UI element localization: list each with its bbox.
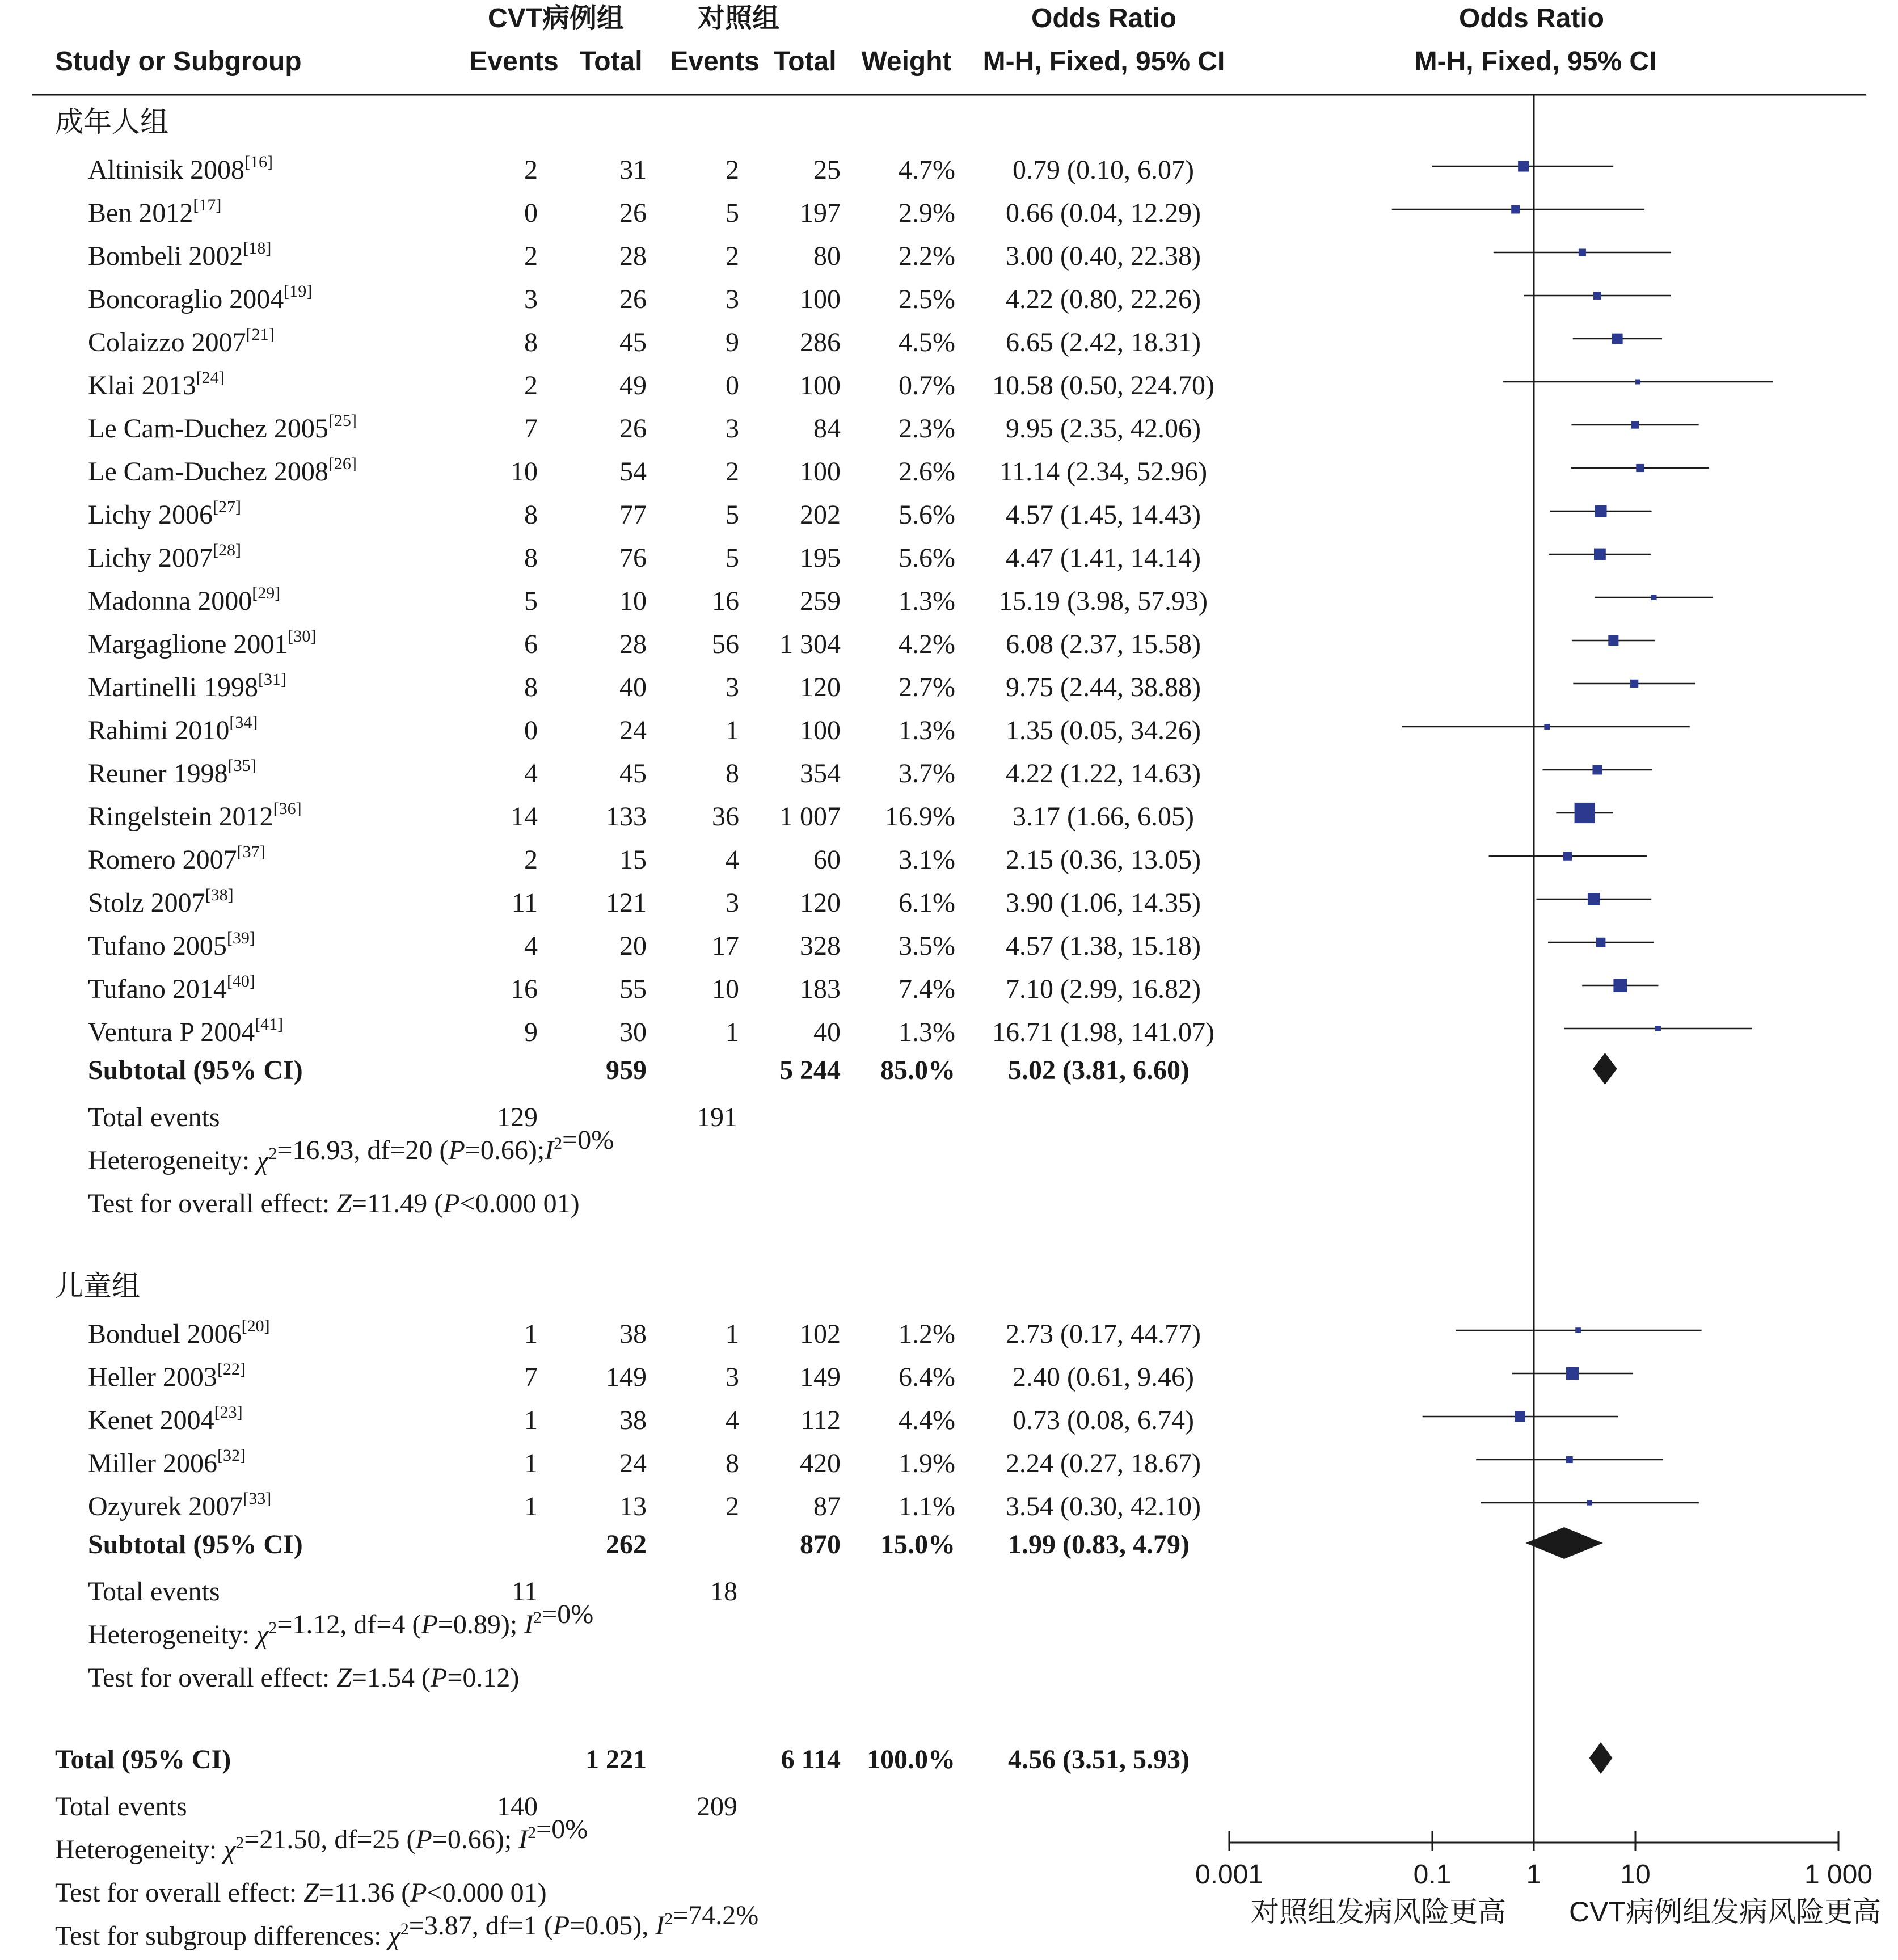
group-1-title: 成年人组 xyxy=(55,106,168,138)
study-name-g1-7: Le Cam-Duchez 2005[25] xyxy=(88,411,357,444)
study-name-g2-5: Ozyurek 2007[33] xyxy=(88,1489,272,1521)
control-events-g1-19: 17 xyxy=(712,931,739,961)
effect-marker-g1-2 xyxy=(1511,205,1520,214)
case-total-g1-3: 28 xyxy=(619,241,647,271)
subtotal-g2-case-total: 262 xyxy=(606,1529,647,1559)
group-2-title: 儿童组 xyxy=(55,1270,140,1302)
subtotal-g2-label: Subtotal (95% CI) xyxy=(88,1529,303,1559)
control-events-g2-2: 3 xyxy=(726,1362,739,1392)
case-events-g1-7: 7 xyxy=(524,414,538,444)
weight-g1-9: 5.6% xyxy=(899,500,955,530)
case-total-g1-6: 49 xyxy=(619,370,647,401)
weight-g1-2: 2.9% xyxy=(899,198,955,228)
weight-g1-1: 4.7% xyxy=(899,155,955,185)
effect-marker-g1-8 xyxy=(1636,464,1644,472)
study-name-g1-11: Madonna 2000[29] xyxy=(88,584,281,616)
study-name-g2-4: Miller 2006[32] xyxy=(88,1446,246,1478)
x-tick-label-2: 1 xyxy=(1526,1860,1542,1890)
study-name-g2-2: Heller 2003[22] xyxy=(88,1360,246,1392)
header-case-group: CVT病例组 xyxy=(487,3,625,33)
header-plot-or-title: Odds Ratio xyxy=(1458,3,1605,33)
or-ci-g1-13: 9.75 (2.44, 38.88) xyxy=(1006,672,1201,702)
weight-g1-3: 2.2% xyxy=(899,241,955,271)
effect-marker-g1-7 xyxy=(1631,421,1639,428)
case-events-g1-6: 2 xyxy=(524,370,538,401)
effect-marker-g1-15 xyxy=(1592,765,1602,775)
study-name-g1-6: Klai 2013[24] xyxy=(88,368,225,401)
case-total-g1-4: 26 xyxy=(619,284,647,314)
case-total-g1-15: 45 xyxy=(619,758,647,789)
case-total-g1-18: 121 xyxy=(606,888,647,918)
or-ci-g1-21: 16.71 (1.98, 141.07) xyxy=(992,1017,1214,1047)
weight-g1-10: 5.6% xyxy=(899,543,955,573)
or-ci-g1-10: 4.47 (1.41, 14.14) xyxy=(1006,543,1201,573)
or-ci-g2-2: 2.40 (0.61, 9.46) xyxy=(1013,1362,1194,1392)
overall-effect-g1: Test for overall effect: Z=11.49 (P<0.000 01) xyxy=(88,1188,580,1219)
study-name-g1-20: Tufano 2014[40] xyxy=(88,972,255,1004)
control-events-g1-4: 3 xyxy=(726,284,739,314)
subgroup-differences: Test for subgroup differences: $\chi^2=3.87$, df=1 (P=0.05), $I^2=74.2\%$ xyxy=(55,1900,759,1951)
control-total-g1-19: 328 xyxy=(800,931,841,961)
case-events-g1-2: 0 xyxy=(524,198,538,228)
weight-g1-12: 4.2% xyxy=(899,629,955,659)
effect-marker-g1-4 xyxy=(1593,292,1601,300)
control-events-g1-1: 2 xyxy=(726,155,739,185)
case-total-g1-16: 133 xyxy=(606,802,647,832)
case-events-g1-10: 8 xyxy=(524,543,538,573)
header-case-total: Total xyxy=(579,47,643,77)
control-total-g1-17: 60 xyxy=(813,845,841,875)
total-weight: 100.0% xyxy=(867,1744,955,1774)
case-total-g2-4: 24 xyxy=(619,1448,647,1478)
or-ci-g1-20: 7.10 (2.99, 16.82) xyxy=(1006,974,1201,1004)
control-total-g1-18: 120 xyxy=(800,888,841,918)
control-events-g1-15: 8 xyxy=(726,758,739,789)
effect-marker-g1-21 xyxy=(1655,1026,1661,1031)
case-total-g1-7: 26 xyxy=(619,414,647,444)
control-events-g1-6: 0 xyxy=(726,370,739,401)
header-plot-or-method: M-H, Fixed, 95% CI xyxy=(1414,47,1657,77)
study-name-g1-1: Altinisik 2008[16] xyxy=(88,153,273,185)
study-name-g1-5: Colaizzo 2007[21] xyxy=(88,325,275,357)
control-events-g1-8: 2 xyxy=(726,457,739,487)
subtotal-g2-control-total: 870 xyxy=(800,1529,841,1559)
control-events-g2-4: 8 xyxy=(726,1448,739,1478)
header-case-events: Events xyxy=(469,47,559,77)
effect-marker-g1-6 xyxy=(1635,380,1640,385)
total-events-control: 209 xyxy=(697,1792,737,1822)
x-tick-label-4: 1 000 xyxy=(1804,1860,1873,1890)
effect-marker-g1-1 xyxy=(1518,161,1529,171)
case-total-g2-5: 13 xyxy=(619,1491,647,1521)
study-name-g1-19: Tufano 2005[39] xyxy=(88,929,255,961)
effect-marker-g2-1 xyxy=(1575,1327,1581,1333)
favours-left-label: 对照组发病风险更高 xyxy=(1251,1896,1506,1928)
case-total-g1-10: 76 xyxy=(619,543,647,573)
header-control-group: 对照组 xyxy=(697,3,780,33)
total-events-label: Total events xyxy=(55,1792,187,1822)
case-total-g1-2: 26 xyxy=(619,198,647,228)
case-events-g2-3: 1 xyxy=(524,1405,538,1435)
header-study: Study or Subgroup xyxy=(55,47,302,77)
control-total-g1-13: 120 xyxy=(800,672,841,702)
or-ci-g2-3: 0.73 (0.08, 6.74) xyxy=(1013,1405,1194,1435)
weight-g1-5: 4.5% xyxy=(899,327,955,357)
subtotal-g1-or-ci: 5.02 (3.81, 6.60) xyxy=(1008,1055,1190,1085)
subtotal-g1-diamond xyxy=(1593,1053,1617,1085)
weight-g1-18: 6.1% xyxy=(899,888,955,918)
case-events-g2-1: 1 xyxy=(524,1319,538,1349)
heterogeneity-g2: Heterogeneity: $\chi^2=1.12$, df=4 (P=0.89); $I^2=0\%$ xyxy=(88,1599,594,1650)
case-events-g1-15: 4 xyxy=(524,758,538,789)
case-total-g1-11: 10 xyxy=(619,586,647,616)
weight-g1-13: 2.7% xyxy=(899,672,955,702)
total-or-ci: 4.56 (3.51, 5.93) xyxy=(1008,1744,1190,1774)
case-events-g1-20: 16 xyxy=(511,974,538,1004)
effect-marker-g1-18 xyxy=(1588,893,1600,905)
case-events-g1-3: 2 xyxy=(524,241,538,271)
case-events-g1-12: 6 xyxy=(524,629,538,659)
study-name-g1-3: Bombeli 2002[18] xyxy=(88,239,272,271)
effect-marker-g1-3 xyxy=(1579,248,1586,256)
case-events-g1-1: 2 xyxy=(524,155,538,185)
control-total-g2-1: 102 xyxy=(800,1319,841,1349)
control-total-g2-5: 87 xyxy=(813,1491,841,1521)
or-ci-g1-16: 3.17 (1.66, 6.05) xyxy=(1013,802,1194,832)
total-control-total: 6 114 xyxy=(781,1744,841,1774)
control-total-g1-7: 84 xyxy=(813,414,841,444)
or-ci-g2-5: 3.54 (0.30, 42.10) xyxy=(1006,1491,1201,1521)
control-total-g1-6: 100 xyxy=(800,370,841,401)
study-name-g1-21: Ventura P 2004[41] xyxy=(88,1015,284,1047)
header-or-title: Odds Ratio xyxy=(1031,3,1177,33)
study-name-g1-13: Martinelli 1998[31] xyxy=(88,670,286,702)
total-case-total: 1 221 xyxy=(585,1744,647,1774)
effect-marker-g1-17 xyxy=(1563,852,1572,860)
case-total-g2-3: 38 xyxy=(619,1405,647,1435)
or-ci-g1-17: 2.15 (0.36, 13.05) xyxy=(1006,845,1201,875)
control-events-g1-18: 3 xyxy=(726,888,739,918)
or-ci-g1-1: 0.79 (0.10, 6.07) xyxy=(1013,155,1194,185)
control-total-g2-3: 112 xyxy=(800,1405,841,1435)
control-events-g1-12: 56 xyxy=(712,629,739,659)
control-events-g1-20: 10 xyxy=(712,974,739,1004)
control-events-g2-1: 1 xyxy=(726,1319,739,1349)
case-total-g1-5: 45 xyxy=(619,327,647,357)
effect-marker-g1-14 xyxy=(1544,724,1550,730)
effect-marker-g2-5 xyxy=(1587,1500,1592,1505)
control-total-g1-20: 183 xyxy=(800,974,841,1004)
or-ci-g2-1: 2.73 (0.17, 44.77) xyxy=(1006,1319,1201,1349)
case-total-g1-21: 30 xyxy=(619,1017,647,1047)
control-events-g1-17: 4 xyxy=(726,845,739,875)
case-total-g2-1: 38 xyxy=(619,1319,647,1349)
weight-g1-20: 7.4% xyxy=(899,974,955,1004)
weight-g1-15: 3.7% xyxy=(899,758,955,789)
weight-g2-5: 1.1% xyxy=(899,1491,955,1521)
effect-marker-g1-13 xyxy=(1630,680,1638,688)
weight-g1-16: 16.9% xyxy=(885,802,955,832)
control-events-g1-2: 5 xyxy=(726,198,739,228)
effect-marker-g1-5 xyxy=(1612,334,1623,344)
case-total-g1-14: 24 xyxy=(619,715,647,745)
or-ci-g1-19: 4.57 (1.38, 15.18) xyxy=(1006,931,1201,961)
case-events-g1-17: 2 xyxy=(524,845,538,875)
or-ci-g1-18: 3.90 (1.06, 14.35) xyxy=(1006,888,1201,918)
study-name-g1-16: Ringelstein 2012[36] xyxy=(88,799,302,832)
effect-marker-g1-10 xyxy=(1594,549,1606,560)
effect-marker-g2-3 xyxy=(1515,1411,1525,1422)
case-events-g1-5: 8 xyxy=(524,327,538,357)
weight-g1-11: 1.3% xyxy=(899,586,955,616)
case-events-g1-14: 0 xyxy=(524,715,538,745)
or-ci-g1-8: 11.14 (2.34, 52.96) xyxy=(999,457,1208,487)
header-control-total: Total xyxy=(773,47,837,77)
subtotal-g2-or-ci: 1.99 (0.83, 4.79) xyxy=(1008,1529,1190,1559)
weight-g2-3: 4.4% xyxy=(899,1405,955,1435)
or-ci-g1-11: 15.19 (3.98, 57.93) xyxy=(999,586,1208,616)
study-name-g2-3: Kenet 2004[23] xyxy=(88,1403,243,1435)
study-name-g1-12: Margaglione 2001[30] xyxy=(88,627,317,659)
weight-g1-21: 1.3% xyxy=(899,1017,955,1047)
subtotal-g1-label: Subtotal (95% CI) xyxy=(88,1055,303,1085)
weight-g1-19: 3.5% xyxy=(899,931,955,961)
control-total-g1-21: 40 xyxy=(813,1017,841,1047)
case-total-g2-2: 149 xyxy=(606,1362,647,1392)
case-events-g2-4: 1 xyxy=(524,1448,538,1478)
control-events-g1-11: 16 xyxy=(712,586,739,616)
control-events-g1-13: 3 xyxy=(726,672,739,702)
heterogeneity-g1: Heterogeneity: $\chi^2=16.93$, df=20 $(P=0.66);I^2=0\%$ xyxy=(88,1125,614,1175)
case-total-g1-13: 40 xyxy=(619,672,647,702)
control-total-g1-5: 286 xyxy=(800,327,841,357)
control-events-g1-3: 2 xyxy=(726,241,739,271)
control-total-g1-11: 259 xyxy=(800,586,841,616)
control-events-g1-21: 1 xyxy=(726,1017,739,1047)
study-name-g1-4: Boncoraglio 2004[19] xyxy=(88,282,313,314)
total-label: Total (95% CI) xyxy=(55,1744,231,1774)
study-name-g1-8: Le Cam-Duchez 2008[26] xyxy=(88,454,357,487)
control-total-g1-8: 100 xyxy=(800,457,841,487)
control-events-g1-7: 3 xyxy=(726,414,739,444)
x-tick-label-3: 10 xyxy=(1620,1860,1651,1890)
study-name-g1-15: Reuner 1998[35] xyxy=(88,756,256,789)
control-events-g1-14: 1 xyxy=(726,715,739,745)
effect-marker-g1-12 xyxy=(1608,635,1618,646)
study-name-g2-1: Bonduel 2006[20] xyxy=(88,1317,270,1349)
study-name-g1-2: Ben 2012[17] xyxy=(88,196,222,228)
case-total-g1-20: 55 xyxy=(619,974,647,1004)
control-total-g1-2: 197 xyxy=(800,198,841,228)
control-total-g1-3: 80 xyxy=(813,241,841,271)
or-ci-g1-15: 4.22 (1.22, 14.63) xyxy=(1006,758,1201,789)
study-name-g1-17: Romero 2007[37] xyxy=(88,842,265,875)
x-tick-label-1: 0.1 xyxy=(1413,1860,1452,1890)
control-total-g2-2: 149 xyxy=(800,1362,841,1392)
study-name-g1-18: Stolz 2007[38] xyxy=(88,886,234,918)
effect-marker-g2-2 xyxy=(1566,1367,1579,1380)
control-events-g2-5: 2 xyxy=(726,1491,739,1521)
control-events-g1-5: 9 xyxy=(726,327,739,357)
effect-marker-g1-9 xyxy=(1595,505,1607,517)
case-events-g1-19: 4 xyxy=(524,931,538,961)
overall-effect-g2: Test for overall effect: Z=1.54 (P=0.12) xyxy=(88,1663,520,1693)
effect-marker-g2-4 xyxy=(1566,1456,1573,1463)
weight-g1-6: 0.7% xyxy=(899,370,955,401)
total-events-case: 140 xyxy=(497,1792,538,1822)
or-ci-g1-3: 3.00 (0.40, 22.38) xyxy=(1006,241,1201,271)
control-total-g1-4: 100 xyxy=(800,284,841,314)
control-total-g1-10: 195 xyxy=(800,543,841,573)
case-events-g1-11: 5 xyxy=(524,586,538,616)
control-total-g1-1: 25 xyxy=(813,155,841,185)
case-total-g1-1: 31 xyxy=(619,155,647,185)
weight-g1-7: 2.3% xyxy=(899,414,955,444)
header-weight: Weight xyxy=(861,47,952,77)
control-total-g1-14: 100 xyxy=(800,715,841,745)
total-events-g2-control: 18 xyxy=(710,1577,737,1607)
weight-g1-8: 2.6% xyxy=(899,457,955,487)
effect-marker-g1-19 xyxy=(1596,938,1605,947)
total-events-g1-control: 191 xyxy=(697,1102,737,1132)
case-events-g1-9: 8 xyxy=(524,500,538,530)
or-ci-g1-7: 9.95 (2.35, 42.06) xyxy=(1006,414,1201,444)
or-ci-g1-2: 0.66 (0.04, 12.29) xyxy=(1006,198,1201,228)
control-events-g2-3: 4 xyxy=(726,1405,739,1435)
weight-g1-17: 3.1% xyxy=(899,845,955,875)
or-ci-g1-9: 4.57 (1.45, 14.43) xyxy=(1006,500,1201,530)
weight-g2-1: 1.2% xyxy=(899,1319,955,1349)
case-total-g1-12: 28 xyxy=(619,629,647,659)
case-events-g1-18: 11 xyxy=(511,888,538,918)
subtotal-g1-case-total: 959 xyxy=(606,1055,647,1085)
subtotal-g2-diamond xyxy=(1526,1527,1603,1559)
control-total-g1-15: 354 xyxy=(800,758,841,789)
control-total-g1-12: 1 304 xyxy=(779,629,841,659)
case-events-g2-2: 7 xyxy=(524,1362,538,1392)
control-total-g2-4: 420 xyxy=(800,1448,841,1478)
header-control-events: Events xyxy=(670,47,760,77)
study-name-g1-10: Lichy 2007[28] xyxy=(88,541,241,573)
x-tick-label-0: 0.001 xyxy=(1195,1860,1264,1890)
or-ci-g2-4: 2.24 (0.27, 18.67) xyxy=(1006,1448,1201,1478)
study-name-g1-9: Lichy 2006[27] xyxy=(88,498,241,530)
case-events-g1-21: 9 xyxy=(524,1017,538,1047)
overall-effect-total: Test for overall effect: Z=11.36 (P<0.000 01) xyxy=(55,1878,547,1908)
total-events-g1-case: 129 xyxy=(497,1102,538,1132)
or-ci-g1-5: 6.65 (2.42, 18.31) xyxy=(1006,327,1201,357)
control-events-g1-16: 36 xyxy=(712,802,739,832)
weight-g2-2: 6.4% xyxy=(899,1362,955,1392)
or-ci-g1-6: 10.58 (0.50, 224.70) xyxy=(992,370,1214,401)
or-ci-g1-4: 4.22 (0.80, 22.26) xyxy=(1006,284,1201,314)
effect-marker-g1-11 xyxy=(1651,595,1656,600)
total-diamond xyxy=(1589,1742,1613,1774)
case-total-g1-8: 54 xyxy=(619,457,647,487)
study-name-g1-14: Rahimi 2010[34] xyxy=(88,713,258,745)
heterogeneity-total: Heterogeneity: $\chi^2=21.50$, df=25 (P=0.66); $I^2=0\%$ xyxy=(55,1814,588,1865)
control-events-g1-9: 5 xyxy=(726,500,739,530)
case-total-g1-19: 20 xyxy=(619,931,647,961)
total-events-g1-label: Total events xyxy=(88,1102,220,1132)
control-total-g1-16: 1 007 xyxy=(779,802,841,832)
subtotal-g1-weight: 85.0% xyxy=(880,1055,955,1085)
case-events-g1-16: 14 xyxy=(511,802,538,832)
or-ci-g1-12: 6.08 (2.37, 15.58) xyxy=(1006,629,1201,659)
subtotal-g1-control-total: 5 244 xyxy=(779,1055,841,1085)
total-events-g2-case: 11 xyxy=(511,1577,538,1607)
case-events-g1-8: 10 xyxy=(511,457,538,487)
weight-g1-4: 2.5% xyxy=(899,284,955,314)
subtotal-g2-weight: 15.0% xyxy=(880,1529,955,1559)
case-events-g1-13: 8 xyxy=(524,672,538,702)
case-events-g2-5: 1 xyxy=(524,1491,538,1521)
effect-marker-g1-20 xyxy=(1613,979,1627,992)
weight-g1-14: 1.3% xyxy=(899,715,955,745)
case-total-g1-17: 15 xyxy=(619,845,647,875)
case-events-g1-4: 3 xyxy=(524,284,538,314)
total-events-g2-label: Total events xyxy=(88,1577,220,1607)
weight-g2-4: 1.9% xyxy=(899,1448,955,1478)
case-total-g1-9: 77 xyxy=(619,500,647,530)
header-or-method: M-H, Fixed, 95% CI xyxy=(982,47,1225,77)
control-total-g1-9: 202 xyxy=(800,500,841,530)
favours-right-label: CVT病例组发病风险更高 xyxy=(1569,1896,1881,1928)
effect-marker-g1-16 xyxy=(1575,803,1595,823)
control-events-g1-10: 5 xyxy=(726,543,739,573)
or-ci-g1-14: 1.35 (0.05, 34.26) xyxy=(1006,715,1201,745)
